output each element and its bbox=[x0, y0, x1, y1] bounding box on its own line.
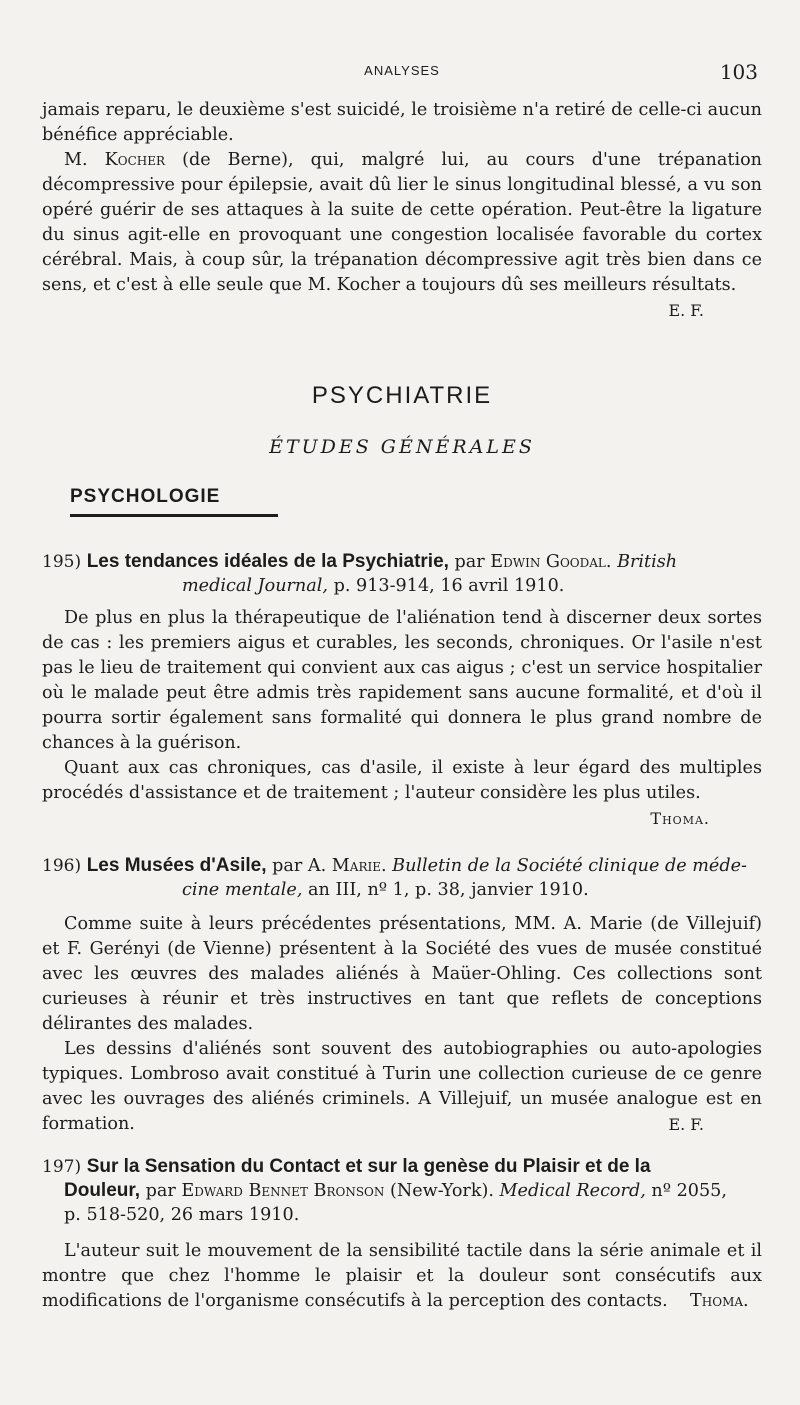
entry-title: Sur la Sensation du Contact et sur la genèse du Plaisir et de la bbox=[86, 1156, 651, 1177]
journal-name: British bbox=[617, 552, 678, 572]
journal-name: Medical Record, bbox=[499, 1181, 646, 1201]
entry-number: 197) bbox=[42, 1157, 82, 1177]
paragraph: De plus en plus la thérapeutique de l'aliénation tend à discerner deux sortes de cas : les premiers aigus et curables, les seconds, chroniques. Or l'asile n'est pas le lieu de traitement qui convient aux cas aigus ; c'est un service hospitalier où le malade peut être admis très rapidement sans aucune formalité, et d'où il pourra sortir également sans formalité qui donnera le plus grand nombre de chances à la guérison. bbox=[42, 608, 762, 753]
running-head bbox=[42, 60, 762, 82]
entry-number: 195) bbox=[42, 552, 82, 572]
entry-heading: 196) Les Musées d'Asile, par A. Marie. Bulletin de la Société clinique de méde- cine mentale, an III, nº 1, p. 38, janvier 1910. bbox=[42, 855, 747, 900]
paragraph: Comme suite à leurs précédentes présentations, MM. A. Marie (de Villejuif) et F. Gerényi (de Vienne) présentent à la Société des vues de musée constitué avec les œuvres des malades aliénés à Maüer-Ohling. Ces collections sont curieuses à réunir et très instructives en tant que reflets de conceptions délirantes des malades. bbox=[42, 914, 762, 1034]
entry-author: Edward Bennet Bronson bbox=[181, 1181, 385, 1201]
paragraph: Quant aux cas chroniques, cas d'asile, il existe à leur égard des multiples procédés d'assistance et de traitement ; l'auteur considère les plus utiles. bbox=[42, 758, 762, 803]
paragraph: L'auteur suit le mouvement de la sensibilité tactile dans la série animale et il montre que chez l'homme le plaisir et la douleur sont consécutifs aux modifications de l'organisme consécutifs à la perception des contacts. Thoma. bbox=[42, 1241, 762, 1311]
entry-title: Douleur, bbox=[64, 1180, 141, 1201]
continued-text bbox=[42, 98, 762, 323]
signature: Thoma. bbox=[650, 809, 710, 828]
running-title: ANALYSES bbox=[364, 63, 440, 78]
subsection-title: ÉTUDES GÉNÉRALES bbox=[269, 436, 535, 458]
journal-name: medical Journal, bbox=[182, 576, 328, 596]
paragraph: M. Kocher (de Berne), qui, malgré lui, au cours d'une trépanation décompressive pour épilepsie, avait dû lier le sinus longitudinal blessé, a vu son opéré guérir de ses attaques à la suite de cette opération. Peut-être la ligature du sinus agit-elle en provoquant une congestion localisée favorable du cortex cérébral. Mais, à coup sûr, la trépanation décompressive agit très bien dans ce sens, et c'est à elle seule que M. Kocher a toujours dû ses meilleurs résultats. bbox=[42, 150, 762, 295]
page-number: 103 bbox=[719, 60, 758, 84]
entry-title: Les tendances idéales de la Psychiatrie, bbox=[86, 551, 449, 572]
signature: E. F. bbox=[668, 301, 704, 320]
entry-reference: p. 913-914, 16 avril 1910. bbox=[327, 576, 565, 596]
entry-reference: an III, nº 1, p. 38, janvier 1910. bbox=[302, 880, 589, 900]
paragraph: jamais reparu, le deuxième s'est suicidé, le troisième n'a retiré de celle-ci aucun bénéfice appréciable. bbox=[42, 100, 762, 145]
entry-heading: 195) Les tendances idéales de la Psychiatrie, par Edwin Goodal. British medical Journal, p. 913-914, 16 avril 1910. bbox=[42, 551, 678, 596]
entry-195 bbox=[42, 550, 762, 831]
signature: E. F. bbox=[668, 1115, 704, 1134]
rubric-underline bbox=[70, 514, 278, 517]
entry-author: Marie bbox=[331, 856, 381, 876]
rubric-title: PSYCHOLOGIE bbox=[70, 486, 221, 507]
entry-title: Les Musées d'Asile, bbox=[86, 855, 267, 876]
signature: Thoma. bbox=[690, 1291, 749, 1311]
journal-name: Bulletin de la Société clinique de méde- bbox=[392, 856, 747, 876]
entry-number: 196) bbox=[42, 856, 82, 876]
person-name: Kocher bbox=[104, 150, 166, 170]
journal-name: cine mentale, bbox=[182, 880, 303, 900]
section-title: PSYCHIATRIE bbox=[311, 382, 493, 409]
entry-heading: 197) Sur la Sensation du Contact et sur la genèse du Plaisir et de la Douleur, par Edward Bennet Bronson (New-York). Medical Record, nº 2055, p. 518-520, 26 mars 1910. bbox=[42, 1156, 727, 1225]
entry-197 bbox=[42, 1155, 762, 1314]
entry-author: Edwin Goodal bbox=[490, 552, 606, 572]
entry-196 bbox=[42, 854, 762, 1137]
paragraph: Les dessins d'aliénés sont souvent des autobiographies ou auto-apologies typiques. Lombroso avait constitué à Turin une collection curieuse de ce genre avec les ouvrages des aliénés criminels. A Villejuif, un musée analogue est en formation. bbox=[42, 1039, 762, 1134]
entry-reference: p. 518-520, 26 mars 1910. bbox=[64, 1205, 300, 1225]
